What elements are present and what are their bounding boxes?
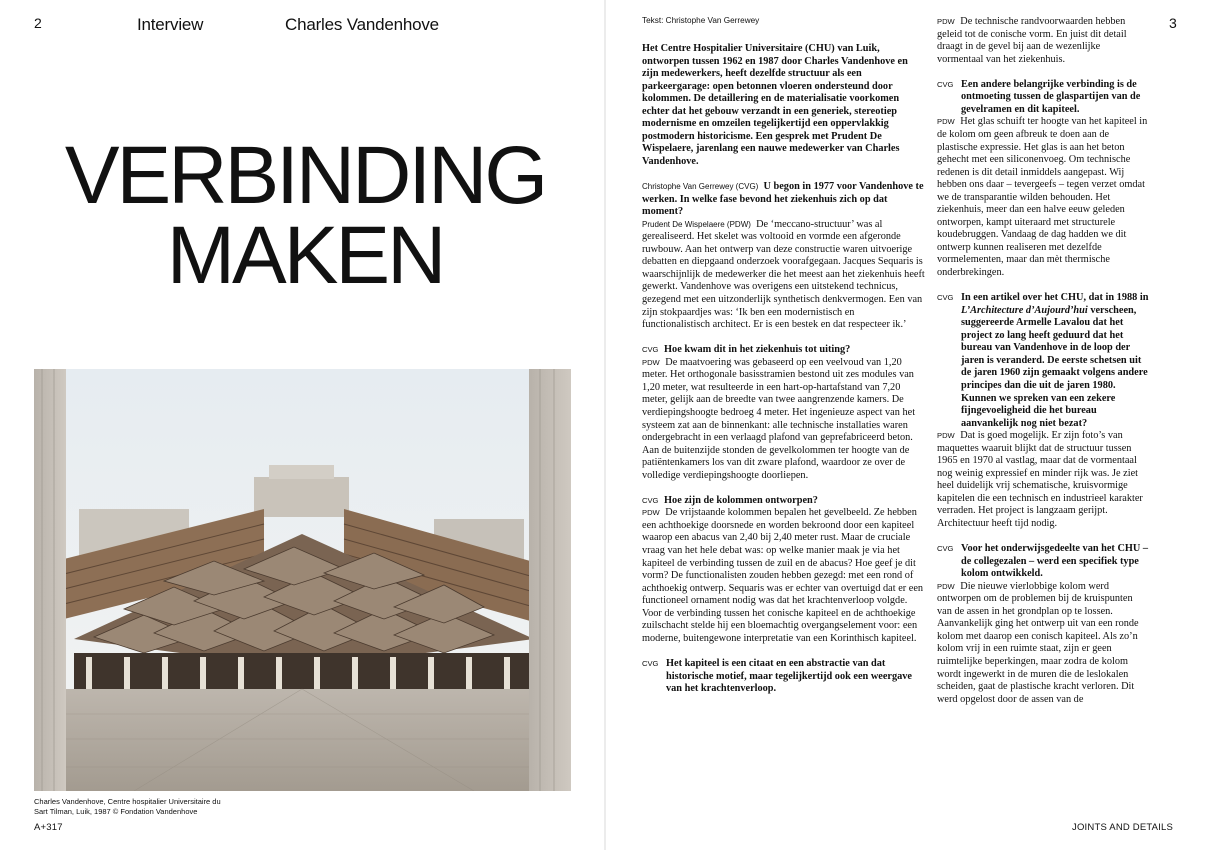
question-1: Christophe Van Gerrewey (CVG) U begon in 1977 voor Vandenhove te werken. In welke fase bevond het ziekenhuis zich op dat moment?: [642, 181, 924, 218]
text-column-1: [642, 43, 925, 696]
answer-1: Prudent De Wispelaere (PDW) De ‘meccano-structuur’ was al gerealiseerd. Het skelet was voltooid en vormde een afgeronde ruwbouw. Aan het ontwerp van deze constructie waren uitvoerige debatten en diepgaand onderzoek voorafgegaan. Jacques Sequaris is waarschijnlijk de medewerker die het meest aan het ziekenhuis heeft gewerkt. Vandenhove was overigens een uitstekend technicus, gezegend met een uitzonderlijk synthetisch denkvermogen. Een van zijn stokpaardjes was: ‘Ik ben een modernistisch en functionalistisch architect. Er is een bestek en dat respecteer ik.’: [642, 218, 925, 331]
answer-7: PDW Die nieuwe vierlobbige kolom werd ontworpen om de problemen bij de kruispunten van de assen in het grondplan op te lossen. Aanvankelijk ging het ontwerp uit van een ronde kolom met daarop een conisch kapiteel. Als zo’n kolom vrij in een ruimte staat, zijn er geen ruimtelijke beperkingen, maar zodra de kolom wordt ingewerkt in de muren die de leslokalen scheiden, gaat de plastische kracht verloren. Dit werd opgelost door de assen van de: [937, 580, 1139, 705]
section-label: Interview: [137, 15, 204, 34]
footer-left: A+317: [34, 822, 63, 833]
page-number-left: 2: [34, 15, 42, 31]
caption-line-2: Sart Tilman, Luik, 1987 © Fondation Vandenhove: [34, 807, 198, 816]
question-7: CVG Voor het onderwijsgedeelte van het CHU – de collegezalen – werd een specifiek type kolom ontwikkeld.: [937, 543, 1149, 580]
subject-label: Charles Vandenhove: [285, 15, 439, 34]
hospital-photo: [34, 369, 571, 791]
footer-right: JOINTS AND DETAILS: [1072, 822, 1174, 833]
question-6: CVG In een artikel over het CHU, dat in 1988 in L’Architecture d’Aujourd’hui verscheen, suggereerde Armelle Lavalou dat het project zo lang heeft geduurd dat het bureau van Vandenhove in de loop der jaren is veranderd. De eerste schetsen uit de jaren 1960 zijn gemaakt volgens andere principes dan die uit de jaren 1980. Kunnen we spreken van een zekere fijngevoeligheid die het bureau aanvankelijk nog niet bezat?: [937, 292, 1149, 429]
title-line-1: VERBINDING: [64, 130, 546, 221]
left-page: [0, 0, 604, 850]
question-5: CVG Een andere belangrijke verbinding is de ontmoeting tussen de glaspartijen van de gevelramen en dit kapiteel.: [937, 78, 1141, 115]
photo-caption: [34, 797, 294, 817]
intro-paragraph: Het Centre Hospitalier Universitaire (CHU) van Luik, ontworpen tussen 1962 en 1987 door Charles Vandenhove en zijn medewerkers, heeft dezelfde structuur als een parkeergarage: open betonnen vloeren ondersteund door kolommen. De detaillering en de materialisatie voorkomen echter dat het gebouw verzandt in een generiek, stereotiep modernisme en omzeilen tegelijkertijd een oppervlakkig postmodern historicisme. Een gesprek met Prudent De Wispelaere, jarenlang een nauwe medewerker van Charles Vandenhove.: [642, 43, 908, 167]
page-number-right: 3: [1169, 15, 1177, 31]
answer-4: PDW De technische randvoorwaarden hebben geleid tot de conische vorm. En juist dit detail draagt in de gevel bij aan de wezenlijke vormentaal van het ziekenhuis.: [937, 16, 1127, 65]
answer-6: PDW Dat is goed mogelijk. Er zijn foto’s van maquettes waaruit blijkt dat de structuur tussen 1965 en 1970 al vastlag, maar dat de vormentaal nog weinig expressief en minder rijk was. Je ziet heel duidelijk vrij schematische, kruisvormige kapitelen die een technisch en industrieel karakter verraden. Het project is langzaam gerijpt. Architectuur heeft tijd nodig.: [937, 430, 1143, 529]
title-line-2: MAKEN: [166, 210, 444, 301]
speaker-cvg-label: Christophe Van Gerrewey (CVG): [642, 182, 759, 192]
question-3: CVG Hoe zijn de kolommen ontworpen?: [642, 494, 818, 506]
text-column-2: [937, 16, 1149, 706]
answer-5: PDW Het glas schuift ter hoogte van het kapiteel in de kolom om geen afbreuk te doen aan de plastische expressie. Het glas is aan het beton gehecht met een siliconenvoeg. Om technische redenen is dit detail inmiddels aangepast. Wij hebben ons daar – tevergeefs – tegen verzet omdat we de transparantie wilden behouden. Het ziekenhuis, meer dan een halve eeuw geleden ontworpen, kampt uiteraard met structurele koudebruggen. Vandaag de dag hadden we dit ontwerp kunnen realiseren met dezelfde vormelementen, maar dan mèt thermische onderbrekingen.: [937, 116, 1148, 278]
right-page: [606, 0, 1213, 850]
question-2: CVG Hoe kwam dit in het ziekenhuis tot uiting?: [642, 344, 851, 356]
answer-2: PDW De maatvoering was gebaseerd op een veelvoud van 1,20 meter. Het orthogonale basisstramien bestond uit zes modules van 1,20 meter, wat resulteerde in een hart-op-hartafstand van 7,20 meter, gelijk aan de breedte van twee aangrenzende kamers. De verdiepingshoogte bedroeg 4 meter. Het ingenieuze aspect van het systeem zat aan de binnenkant: alle technische installaties waren ondergebracht in een verlaagd plafond van geprefabriceerd beton. Aan de buitenzijde stonden de gevelkolommen ter hoogte van de patiëntenkamers los van dit zware plafond, waardoor ze over de volledige verdiepingshoogte doorliepen.: [642, 356, 916, 481]
speaker-pdw-label: Prudent De Wispelaere (PDW): [642, 219, 751, 229]
caption-line-1: Charles Vandenhove, Centre hospitalier Universitaire du: [34, 797, 221, 806]
answer-3: PDW De vrijstaande kolommen bepalen het gevelbeeld. Ze hebben een achthoekige doorsnede en worden bekroond door een kapiteel waarop een abacus van 2,40 bij 2,40 meter rust. Maar de cruciale vraag van het hele debat was: op welke manier maak je via het kapiteel de verbinding tussen de zuil en de abacus? Hoe geef je dit vorm? De functionalisten zouden hebben gezegd: met een rond of achthoekig ontwerp. Sequaris was er echter van overtuigd dat er een functioneel ornament nodig was dat het krachtenverloop volgde. Voor de verbinding tussen het conische kapiteel en de achthoekige zuilschacht stelde hij een bloemachtig overgangselement voor: een moderne, buitengewone interpretatie van een Korinthisch kapiteel.: [642, 507, 924, 644]
author-credit: Tekst: Christophe Van Gerrewey: [642, 16, 760, 25]
question-4: CVG Het kapiteel is een citaat en een abstractie van dat historische motief, maar tegelijkertijd ook een weergave van het krachtenverloop.: [642, 657, 913, 695]
article-title: [20, 130, 590, 301]
